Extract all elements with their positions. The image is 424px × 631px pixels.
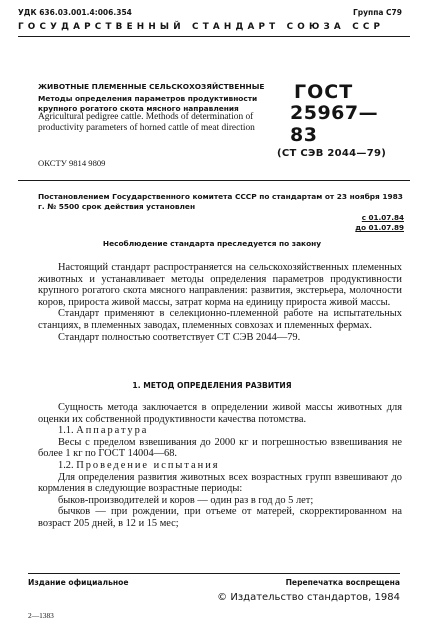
st-sev-reference: (СТ СЭВ 2044—79) — [277, 148, 387, 159]
intro-paragraph-1: Настоящий стандарт распространяется на сельскохозяйственных племенных животных и устанавливает методы определения параметров продуктивности крупного рогатого скота мясного направления: развития, экстерьера, молочности коров, прироста живой массы, затрат корма на единицу прироста живой массы. — [38, 262, 402, 308]
subsection-1-1-number: 1.1. — [58, 425, 74, 437]
bulls-paragraph: быков-производителей и коров — один раз в год до 5 лет; — [58, 494, 314, 506]
decree-rule — [18, 180, 410, 181]
subsection-1-1-title: Аппаратура — [76, 425, 149, 437]
header-rule — [18, 36, 410, 37]
publisher-copyright: © Издательство стандартов, 1984 — [217, 592, 400, 603]
section-1-title: 1. МЕТОД ОПРЕДЕЛЕНИЯ РАЗВИТИЯ — [132, 381, 292, 390]
date-to: до 01.07.89 — [355, 223, 404, 232]
subsection-1-2-title: Проведение испытания — [76, 459, 220, 471]
method-essence: Сущность метода заключается в определении живой массы животных для оценки их собственной продуктивности качества потомства. — [38, 402, 402, 425]
title-en: Agricultural pedigree cattle. Methods of determination of productivity parameters of horned cattle of meat direction — [38, 112, 255, 133]
age-groups-paragraph: Для определения развития животных всех возрастных групп взвешивают до кормления в следующие возрастные периоды: — [38, 471, 402, 495]
title-ru — [38, 82, 278, 114]
reprint-prohibited-label: Перепечатка воспрещена — [285, 578, 400, 587]
group-code: Группа С79 — [352, 8, 402, 17]
subsection-1-2-number: 1.2. — [58, 459, 74, 471]
udk-code: УДК 636.03.001.4:006.354 — [18, 8, 132, 17]
official-edition-label: Издание официальное — [28, 578, 129, 587]
gost-block — [290, 82, 400, 146]
legal-notice: Несоблюдение стандарта преследуется по закону — [102, 239, 322, 248]
subsection-1-2-heading — [38, 460, 402, 472]
intro-paragraph-2: Стандарт применяют в селекционно-племенной работе на испытательных станциях, в племенных заводах, племенных совхозах и племенных фермах. — [38, 308, 402, 331]
decree-text: Постановлением Государственного комитета СССР по стандартам от 23 ноября 1983 г. № 5500 срок действия установлен — [38, 192, 403, 211]
subtitle-ru-line1: Методы определения параметров продуктивности — [38, 94, 258, 103]
scales-paragraph: Весы с пределом взвешивания до 2000 кг и погрешностью взвешивания не более 1 кг по ГОСТ 14004—68. — [38, 436, 402, 460]
intro-paragraph-3: Стандарт полностью соответствует СТ СЭВ 2044—79. — [58, 331, 301, 343]
standard-banner: ГОСУДАРСТВЕННЫЙ СТАНДАРТ СОЮЗА ССР — [18, 22, 385, 32]
footer-rule — [28, 573, 400, 574]
category-ru: ЖИВОТНЫЕ ПЛЕМЕННЫЕ СЕЛЬСКОХОЗЯЙСТВЕННЫЕ — [38, 82, 265, 91]
subtitle-ru-line2: крупного рогатого скота мясного направления — [38, 104, 239, 113]
gost-number: 25967—83 — [290, 102, 379, 146]
subsection-1-1-heading — [38, 425, 402, 437]
date-from: с 01.07.84 — [361, 213, 404, 222]
section-1-body — [38, 402, 402, 530]
intro-section — [38, 262, 402, 343]
calves-paragraph: бычков — при рождении, при отъеме от матерей, скорректированном на возраст 205 дней, в 12 и 15 мес; — [38, 506, 402, 529]
okstu-code: ОКСТУ 9814 9809 — [38, 158, 106, 168]
gost-label: ГОСТ — [294, 81, 354, 103]
validity-dates — [355, 213, 404, 233]
print-number: 2—1383 — [28, 611, 54, 620]
